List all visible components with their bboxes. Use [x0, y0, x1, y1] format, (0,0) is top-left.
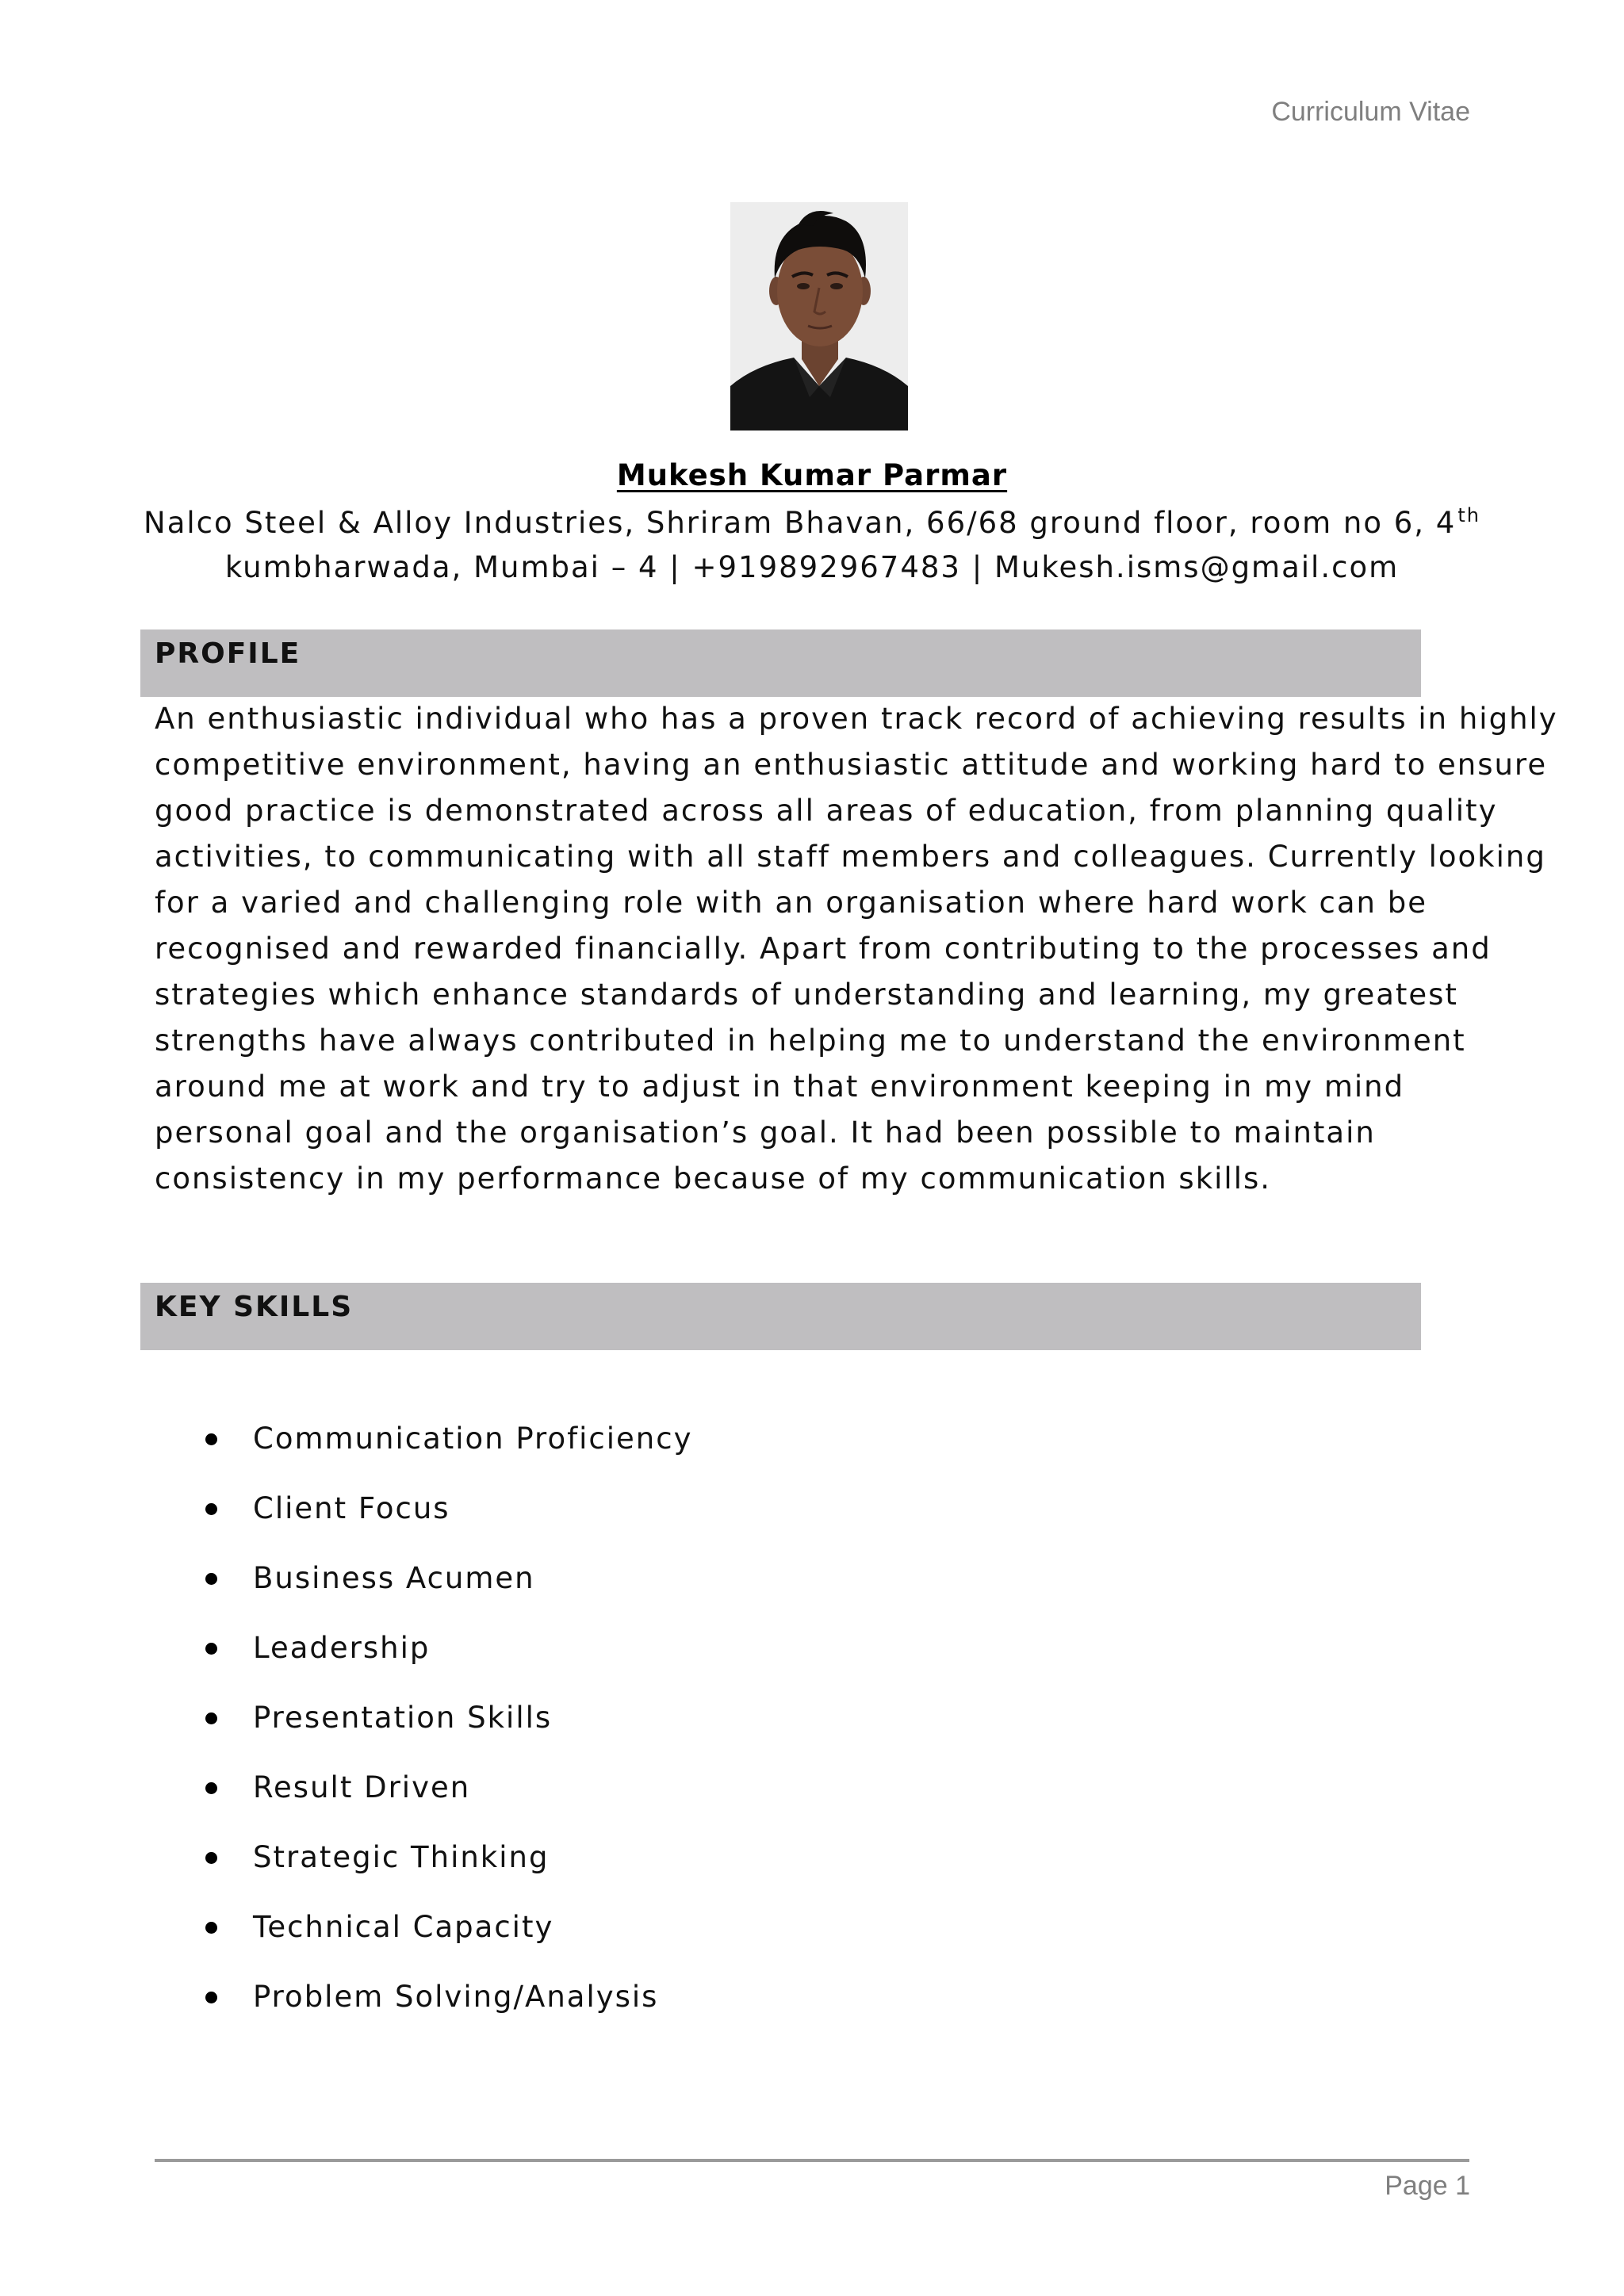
skill-label: Business Acumen — [253, 1561, 535, 1595]
key-skills-heading: KEY SKILLS — [155, 1291, 354, 1323]
skill-label: Result Driven — [253, 1770, 471, 1804]
address-line-1 — [0, 504, 1624, 540]
profile-line: for a varied and challenging role with an organisation where hard work can be — [155, 886, 1427, 920]
bullet-icon — [205, 1922, 217, 1934]
profile-line: around me at work and try to adjust in that environment keeping in my mind — [155, 1070, 1405, 1104]
bullet-icon — [205, 1782, 217, 1794]
profile-line: strengths have always contributed in helping me to understand the environment — [155, 1024, 1466, 1058]
profile-line: activities, to communicating with all staff members and colleagues. Currently looking — [155, 840, 1546, 874]
address-superscript: th — [1457, 504, 1480, 526]
profile-line: recognised and rewarded financially. Apart from contributing to the processes and — [155, 932, 1492, 966]
bullet-icon — [205, 1503, 217, 1515]
bullet-icon — [205, 1852, 217, 1864]
key-skills-section-bar — [140, 1283, 1421, 1350]
skill-label: Presentation Skills — [253, 1701, 553, 1735]
skill-label: Technical Capacity — [253, 1910, 554, 1944]
page-number: Page 1 — [1385, 2171, 1470, 2201]
candidate-name: Mukesh Kumar Parmar — [616, 458, 1008, 492]
profile-line: personal goal and the organisation’s goal. It had been possible to maintain — [155, 1115, 1376, 1150]
skill-label: Problem Solving/Analysis — [253, 1980, 659, 2014]
bullet-icon — [205, 1433, 217, 1445]
profile-section-bar — [140, 629, 1421, 697]
skill-label: Strategic Thinking — [253, 1840, 550, 1874]
document-header-title: Curriculum Vitae — [1271, 97, 1470, 127]
profile-line: good practice is demonstrated across all areas of education, from planning quality — [155, 794, 1498, 828]
address-line-2: kumbharwada, Mumbai – 4 | +919892967483 | Mukesh.isms@gmail.com — [224, 550, 1400, 584]
profile-line: An enthusiastic individual who has a proven track record of achieving results in highly — [155, 702, 1558, 736]
profile-line: strategies which enhance standards of understanding and learning, my greatest — [155, 978, 1458, 1012]
bullet-icon — [205, 1643, 217, 1655]
profile-line: consistency in my performance because of my communication skills. — [155, 1161, 1272, 1196]
profile-paragraph — [155, 696, 1558, 1202]
footer-divider — [155, 2159, 1469, 2162]
skill-label: Communication Proficiency — [253, 1422, 693, 1456]
profile-heading: PROFILE — [155, 637, 301, 670]
skill-label: Leadership — [253, 1631, 431, 1665]
skill-label: Client Focus — [253, 1491, 450, 1525]
address-text: Nalco Steel & Alloy Industries, Shriram Bhavan, 66/68 ground floor, room no 6, 4 — [144, 506, 1457, 540]
bullet-icon — [205, 1712, 217, 1724]
bullet-icon — [205, 1573, 217, 1585]
profile-line: competitive environment, having an enthusiastic attitude and working hard to ensure — [155, 748, 1548, 782]
profile-photo — [730, 202, 908, 430]
bullet-icon — [205, 1992, 217, 2003]
